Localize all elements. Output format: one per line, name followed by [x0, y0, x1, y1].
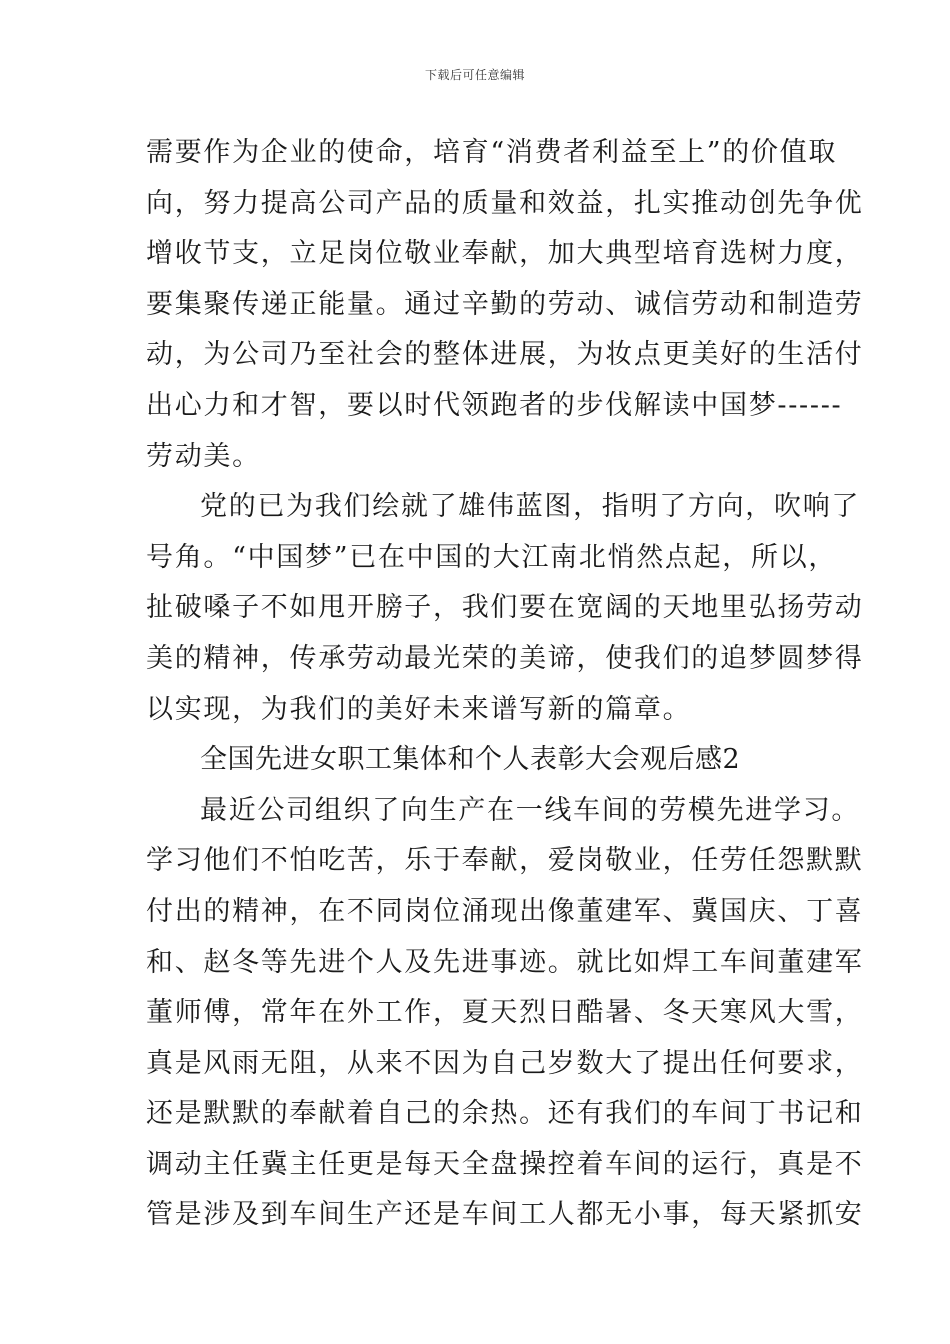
document-body [146, 128, 864, 1241]
text-line: 管是涉及到车间生产还是车间工人都无小事，每天紧抓安 [146, 1199, 864, 1231]
paragraph-start-line: 党的已为我们绘就了雄伟蓝图，指明了方向，吹响了 [200, 491, 861, 523]
text-line: 真是风雨无阻，从来不因为自己岁数大了提出任何要求， [146, 1047, 864, 1079]
text-line: 学习他们不怕吃苦，乐于奉献，爱岗敬业，任劳任怨默默 [146, 845, 864, 877]
page-header-note: 下载后可任意编辑 [424, 68, 525, 82]
text-line: 以实现，为我们的美好未来谱写新的篇章。 [146, 693, 692, 725]
text-line: 需要作为企业的使命，培育“消费者利益至上”的价值取 [146, 137, 838, 168]
text-line: 还是默默的奉献着自己的余热。还有我们的车间丁书记和 [146, 1098, 864, 1130]
text-line: 出心力和才智，要以时代领跑者的步伐解读中国梦------ [146, 389, 843, 421]
text-line: 和、赵冬等先进个人及先进事迹。就比如焊工车间董建军 [146, 946, 864, 978]
text-line: 董师傅，常年在外工作，夏天烈日酷暑、冬天寒风大雪， [146, 997, 864, 1029]
text-line: 增收节支，立足岗位敬业奉献，加大典型培育选树力度， [146, 238, 864, 270]
text-line: 劳动美。 [146, 440, 261, 472]
paragraph-start-line: 最近公司组织了向生产在一线车间的劳模先进学习。 [200, 794, 861, 826]
text-line: 动，为公司乃至社会的整体进展，为妆点更美好的生活付 [146, 339, 864, 371]
text-line: 要集聚传递正能量。通过辛勤的劳动、诚信劳动和制造劳 [146, 288, 864, 320]
text-line: 号角。“中国梦”已在中国的大江南北悄然点起，所以， [146, 541, 838, 573]
text-line: 向，努力提高公司产品的质量和效益，扎实推动创先争优 [146, 187, 864, 219]
text-line: 扯破嗓子不如甩开膀子，我们要在宽阔的天地里弘扬劳动 [146, 592, 864, 624]
section-title: 全国先进女职工集体和个人表彰大会观后感2 [200, 744, 741, 776]
text-line: 美的精神，传承劳动最光荣的美谛，使我们的追梦圆梦得 [146, 642, 864, 674]
text-line: 付出的精神，在不同岗位涌现出像董建军、冀国庆、丁喜 [146, 895, 864, 927]
text-line: 调动主任冀主任更是每天全盘操控着车间的运行，真是不 [146, 1148, 864, 1180]
